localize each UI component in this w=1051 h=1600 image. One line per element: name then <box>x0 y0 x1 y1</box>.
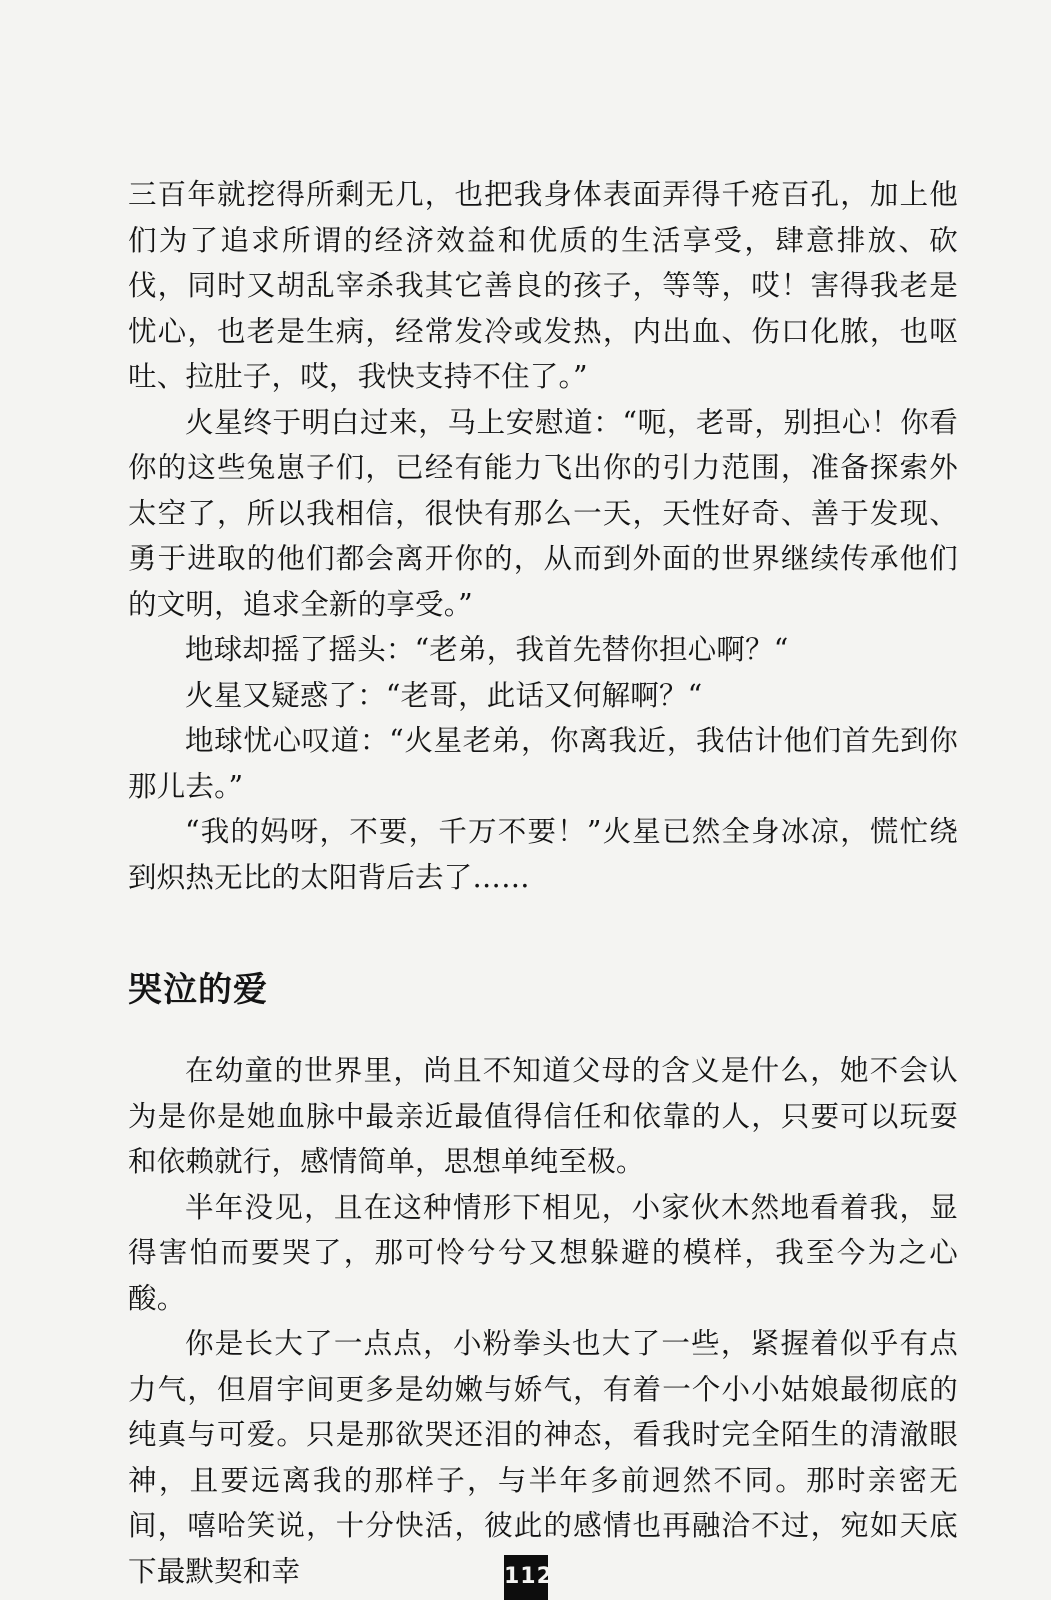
article-continuation <box>128 172 958 900</box>
page-number: 112 <box>504 1555 548 1600</box>
paragraph: 火星终于明白过来，马上安慰道：“呃，老哥，别担心！你看你的这些兔崽子们，已经有能力飞出你的引力范围，准备探索外太空了，所以我相信，很快有那么一天，天性好奇、善于发现、勇于进取的他们都会离开你的，从而到外面的世界继续传承他们的文明，追求全新的享受。” <box>128 405 958 621</box>
article-body <box>128 1048 958 1594</box>
article-title: 哭泣的爱 <box>128 970 268 1010</box>
paragraph: 在幼童的世界里，尚且不知道父母的含义是什么，她不会认为是你是她血脉中最亲近最值得信任和依靠的人，只要可以玩耍和依赖就行，感情简单，思想单纯至极。 <box>128 1054 958 1178</box>
paragraph: 地球却摇了摇头：“老弟，我首先替你担心啊？“ <box>185 633 789 666</box>
paragraph: 火星又疑惑了：“老哥，此话又何解啊？“ <box>185 678 703 712</box>
paragraph: “我的妈呀，不要，千万不要！”火星已然全身冰凉，慌忙绕到炽热无比的太阳背后去了…… <box>128 815 958 894</box>
paragraph: 半年没见，且在这种情形下相见，小家伙木然地看着我，显得害怕而要哭了，那可怜兮兮又想躲避的模样，我至今为之心酸。 <box>128 1190 958 1315</box>
paragraph: 三百年就挖得所剩无几，也把我身体表面弄得千疮百孔，加上他们为了追求所谓的经济效益和优质的生活享受，肆意排放、砍伐，同时又胡乱宰杀我其它善良的孩子，等等，哎！害得我老是忧心，也老是生病，经常发冷或发热，内出血、伤口化脓，也呕吐、拉肚子，哎，我快支持不住了。” <box>128 178 958 393</box>
paragraph: 地球忧心叹道：“火星老弟，你离我近，我估计他们首先到你那儿去。” <box>128 724 958 803</box>
paragraph: 你是长大了一点点，小粉拳头也大了一些，紧握着似乎有点力气，但眉宇间更多是幼嫩与娇气，有着一个小小姑娘最彻底的纯真与可爱。只是那欲哭还泪的神态，看我时完全陌生的清澈眼神，且要远离我的那样子，与半年多前迥然不同。那时亲密无间，嘻哈笑说，十分快活，彼此的感情也再融洽不过，宛如天底下最默契和幸 <box>128 1327 958 1588</box>
